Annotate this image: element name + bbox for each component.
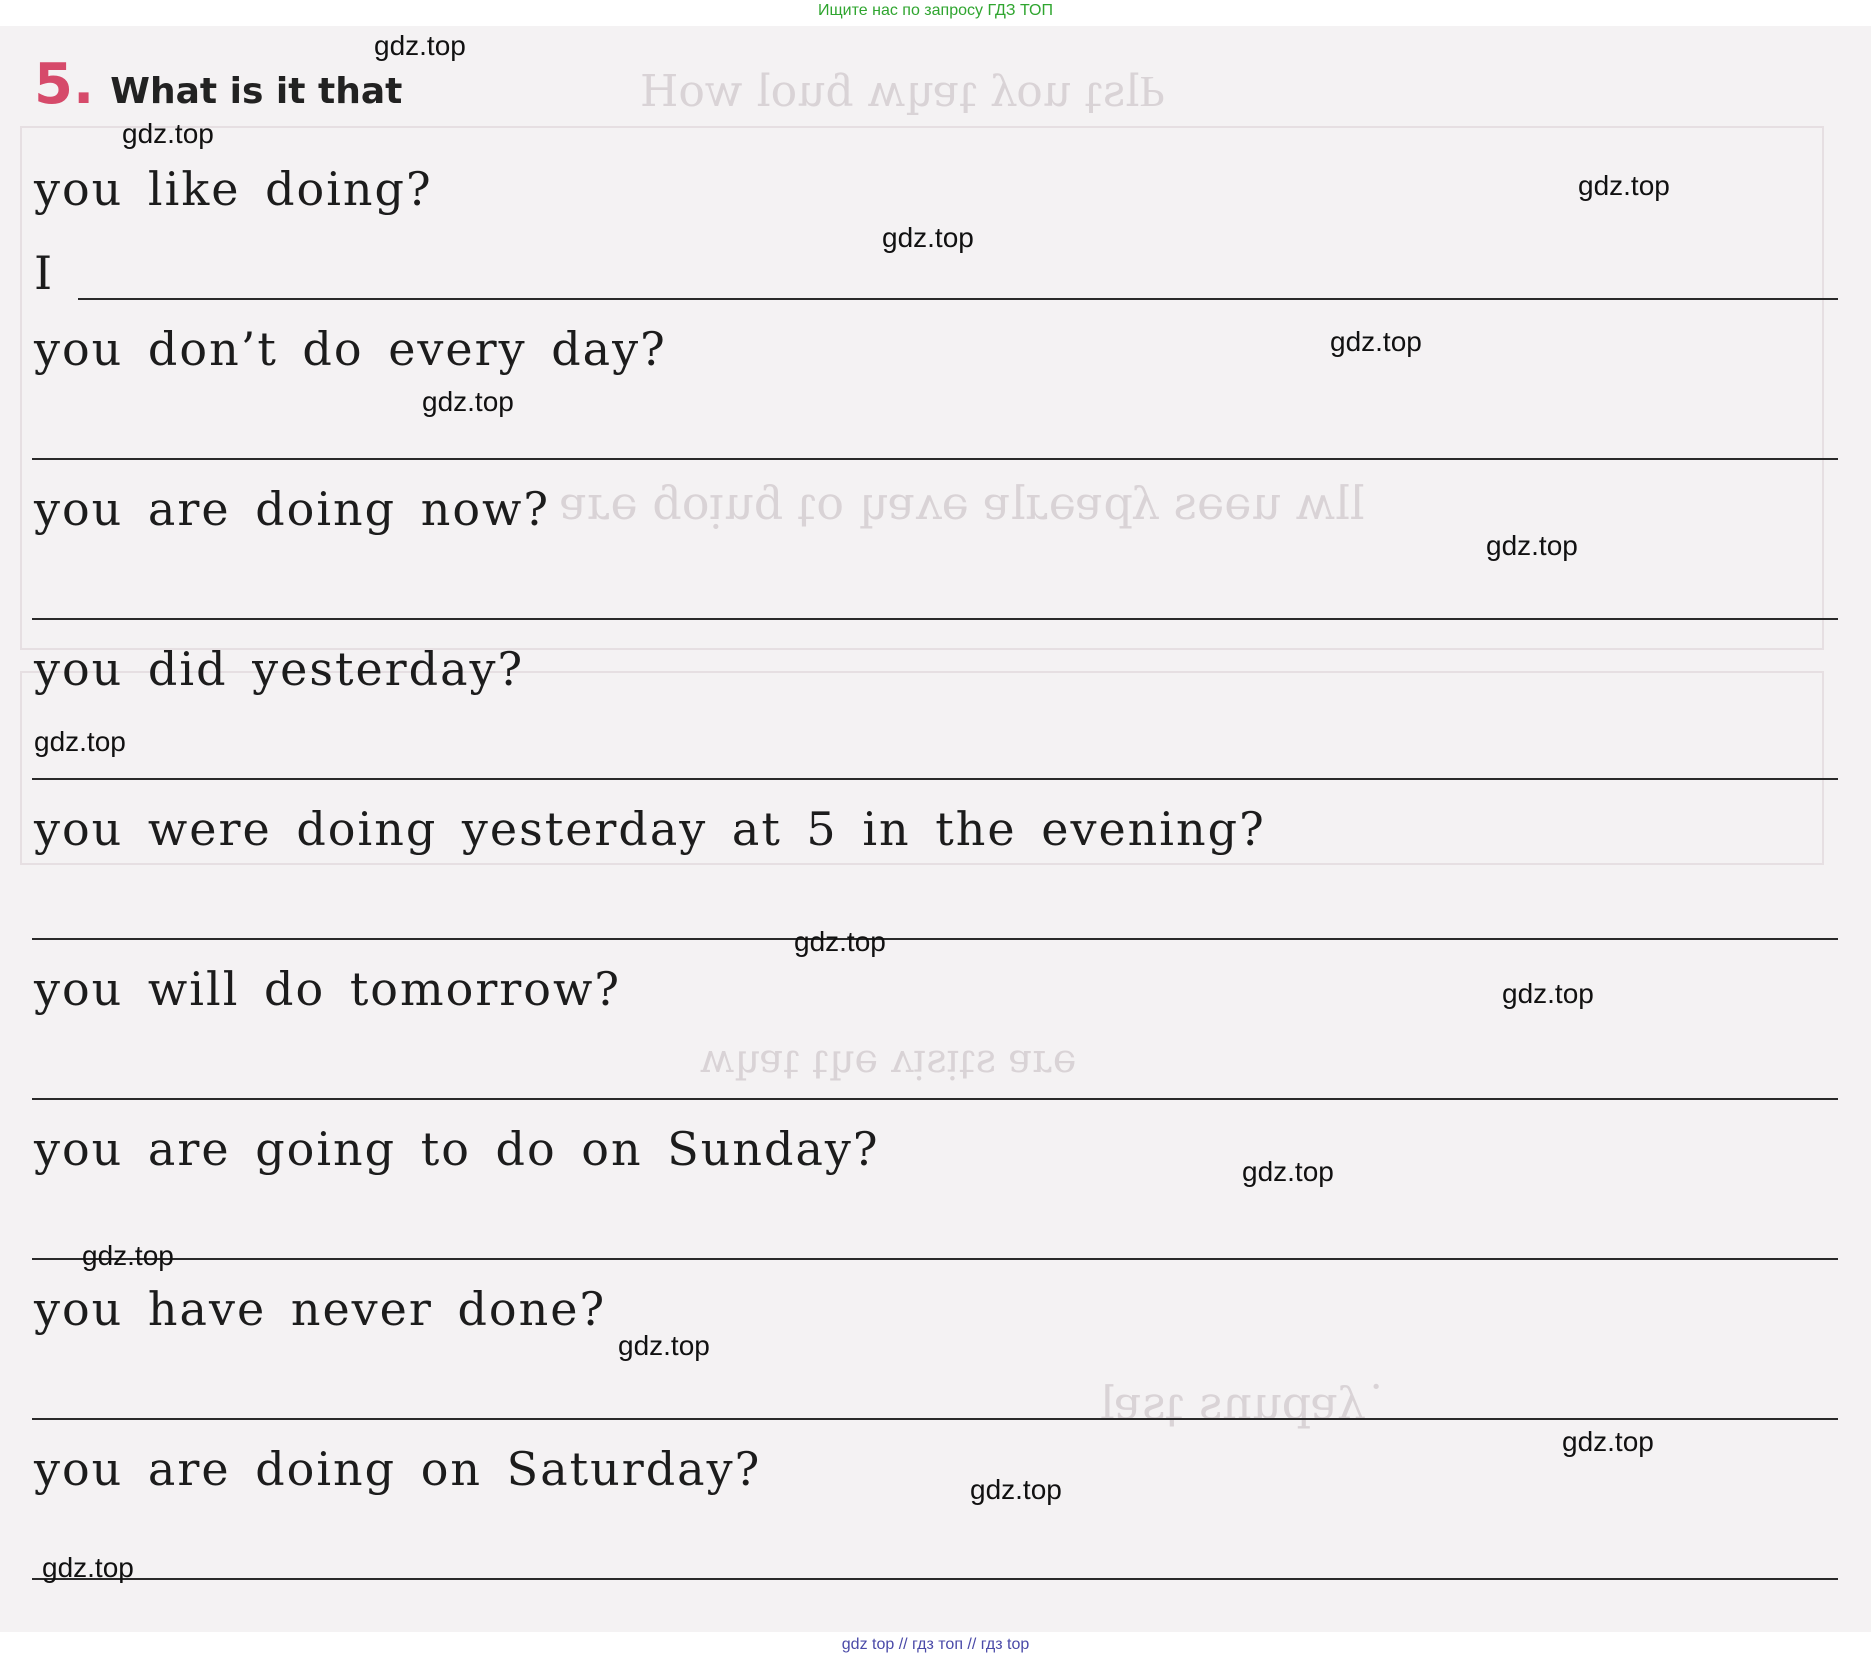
answer-line-8[interactable]: [32, 1418, 1838, 1420]
watermark: gdz.top: [1330, 326, 1422, 357]
question-3: you are doing now?: [34, 482, 551, 536]
watermark: gdz.top: [42, 1552, 134, 1583]
ghost-text: Ԁlsʇ uoʎ ʇɐɥʍ ɓuol woH: [640, 66, 1165, 117]
question-2: you don’t do every day?: [34, 322, 667, 376]
question-9: you are doing on Saturday?: [34, 1442, 762, 1496]
watermark: gdz.top: [1242, 1156, 1334, 1187]
question-5: you were doing yesterday at 5 in the evening?: [34, 802, 1266, 856]
watermark: gdz.top: [970, 1474, 1062, 1505]
watermark: gdz.top: [374, 30, 466, 61]
answer-line-2[interactable]: [32, 458, 1838, 460]
ghost-text: ˙ʎɐpuns ʇsɐl: [1100, 1376, 1388, 1430]
question-8: you have never done?: [34, 1282, 607, 1336]
answer-line-5[interactable]: [32, 938, 1838, 940]
question-7: you are going to do on Sunday?: [34, 1122, 880, 1176]
bottom-banner[interactable]: gdz top // гдз топ // гдз top: [841, 1636, 1030, 1653]
top-banner[interactable]: Ищите нас по запросу ГДЗ ТОП: [818, 2, 1053, 19]
watermark: gdz.top: [82, 1240, 174, 1271]
watermark: gdz.top: [122, 118, 214, 149]
watermark: gdz.top: [1562, 1426, 1654, 1457]
answer-line-4[interactable]: [32, 778, 1838, 780]
answer-line-3[interactable]: [32, 618, 1838, 620]
watermark: gdz.top: [1578, 170, 1670, 201]
answer-line-7[interactable]: [32, 1258, 1838, 1260]
exercise-header: [34, 52, 402, 122]
watermark: gdz.top: [1502, 978, 1594, 1009]
exercise-title: What is it that: [110, 71, 403, 112]
workbook-page: [0, 26, 1871, 1632]
watermark: gdz.top: [34, 726, 126, 757]
ghost-text: ǝɹɐ sʇᴉsᴉʌ ǝɥʇ ʇɐɥʍ: [700, 1036, 1077, 1082]
question-1: you like doing?: [34, 162, 433, 216]
question-4: you did yesterday?: [34, 642, 525, 696]
answer-line-9[interactable]: [32, 1578, 1838, 1580]
answer-line-1[interactable]: [78, 298, 1838, 300]
watermark: gdz.top: [1486, 530, 1578, 561]
watermark: gdz.top: [882, 222, 974, 253]
ghost-text: llʍ uǝǝs ʎpɐǝɹlɐ ǝʌɐɥ oʇ ɓuᴉoɓ ǝɹɐ: [560, 476, 1365, 530]
answer-start-i: I: [34, 246, 53, 300]
exercise-number: 5.: [34, 52, 95, 117]
question-6: you will do tomorrow?: [34, 962, 622, 1016]
answer-line-6[interactable]: [32, 1098, 1838, 1100]
watermark: gdz.top: [618, 1330, 710, 1361]
watermark: gdz.top: [422, 386, 514, 417]
watermark: gdz.top: [794, 926, 886, 957]
